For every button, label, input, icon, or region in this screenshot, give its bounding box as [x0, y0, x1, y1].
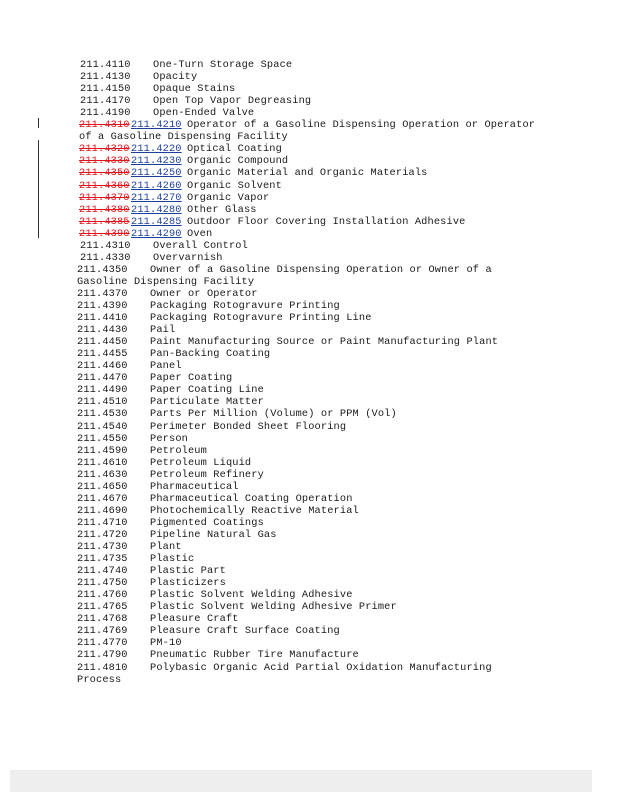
definition-title: Packaging Rotogravure Printing	[150, 300, 340, 312]
entry-row	[77, 577, 617, 589]
inserted-section-number: 211.4210	[131, 119, 182, 132]
definition-title: Petroleum Refinery	[150, 468, 264, 481]
definition-title: Pigmented Coatings	[150, 516, 264, 529]
section-number: 211.4735	[77, 553, 128, 566]
entry-row	[79, 216, 618, 228]
entry-row	[77, 384, 617, 396]
entry-row	[77, 505, 617, 517]
section-number: 211.4460	[77, 360, 128, 373]
entry-row	[77, 601, 617, 613]
section-number: 211.4390	[77, 300, 128, 312]
definition-title: Open Top Vapor Degreasing	[153, 95, 312, 108]
section-number: 211.4330	[80, 251, 131, 264]
section-number: 211.4765	[77, 601, 128, 614]
entry-row	[79, 204, 618, 216]
entry-row	[77, 517, 617, 529]
section-number: 211.4530	[77, 408, 128, 421]
entry-row	[80, 252, 618, 264]
definition-title: Paint Manufacturing Source or Paint Manufacturing Plant	[150, 336, 499, 349]
section-number: 211.4810	[77, 661, 128, 674]
definition-title: Plastic Part	[150, 565, 226, 578]
definition-title: Pleasure Craft Surface Coating	[150, 625, 340, 638]
entry-row	[77, 396, 617, 408]
deleted-section-number: 211.4385	[79, 215, 130, 228]
definition-title: Polybasic Organic Acid Partial Oxidation Manufacturing	[150, 661, 492, 674]
deleted-section-number: 211.4370	[79, 191, 130, 204]
entry-row	[77, 613, 617, 625]
definition-title: Owner or Operator	[150, 287, 258, 300]
section-number: 211.4540	[77, 420, 128, 433]
definition-title: Overall Control	[153, 239, 248, 252]
entry-row	[77, 312, 617, 324]
definition-title: Organic Vapor	[187, 191, 270, 204]
inserted-section-number: 211.4260	[131, 179, 182, 192]
entry-row	[77, 493, 617, 505]
definition-title: Parts Per Million (Volume) or PPM (Vol)	[150, 408, 397, 421]
entry-row	[77, 589, 617, 601]
entry-row	[77, 565, 617, 577]
entry-row	[77, 481, 617, 493]
definition-title: Perimeter Bonded Sheet Flooring	[150, 420, 347, 433]
inserted-section-number: 211.4220	[131, 143, 182, 156]
definition-title: Pail	[150, 324, 176, 337]
definition-title: Petroleum Liquid	[150, 456, 252, 469]
deleted-section-number: 211.4310	[79, 119, 130, 132]
entry-row	[77, 348, 617, 360]
section-number: 211.4768	[77, 613, 128, 626]
section-number: 211.4430	[77, 324, 128, 337]
definition-title: Pipeline Natural Gas	[150, 528, 277, 541]
section-number: 211.4630	[77, 468, 128, 481]
entry-row	[79, 192, 618, 204]
entry-row	[77, 336, 617, 348]
entry-row	[77, 445, 617, 457]
entry-row	[77, 649, 617, 661]
definition-title: Plastic Solvent Welding Adhesive	[150, 589, 353, 602]
definition-title: Particulate Matter	[150, 396, 264, 409]
definition-title: Plasticizers	[150, 577, 226, 590]
definition-title: Plant	[150, 541, 182, 553]
section-number: 211.4350	[77, 263, 128, 276]
entry-row	[80, 71, 618, 83]
inserted-section-number: 211.4270	[131, 191, 182, 204]
inserted-section-number: 211.4280	[131, 203, 182, 216]
definition-title: Organic Solvent	[187, 179, 282, 192]
section-number: 211.4410	[77, 312, 128, 325]
entry-row	[77, 433, 617, 445]
entry-row	[77, 469, 617, 481]
entry-row	[77, 637, 617, 649]
section-number: 211.4110	[80, 59, 131, 71]
definition-title: Optical Coating	[187, 143, 282, 156]
deleted-section-number: 211.4330	[79, 155, 130, 168]
section-number: 211.4760	[77, 589, 128, 602]
section-number: 211.4720	[77, 528, 128, 541]
definition-title: Other Glass	[187, 203, 257, 216]
section-number: 211.4170	[80, 95, 131, 108]
section-number: 211.4490	[77, 384, 128, 397]
entry-row	[79, 180, 618, 192]
section-number: 211.4455	[77, 348, 128, 361]
definition-title: Organic Compound	[187, 155, 289, 168]
deleted-section-number: 211.4380	[79, 203, 130, 216]
definition-title: Pleasure Craft	[150, 613, 239, 626]
entry-row	[79, 119, 618, 131]
definition-title: Opacity	[153, 71, 198, 84]
definition-title: Photochemically Reactive Material	[150, 504, 359, 517]
section-number: 211.4190	[80, 107, 131, 120]
definition-title: PM-10	[150, 637, 182, 650]
section-number: 211.4770	[77, 637, 128, 650]
entry-row	[77, 300, 617, 312]
definition-title: Owner of a Gasoline Dispensing Operation or Owner of a	[150, 263, 492, 276]
section-number: 211.4450	[77, 336, 128, 349]
section-number: 211.4150	[80, 83, 131, 96]
scan-footer-band	[10, 770, 592, 792]
section-number: 211.4610	[77, 456, 128, 469]
revision-bar	[38, 140, 39, 238]
definition-title: Plastic	[150, 553, 195, 566]
definition-title: Organic Material and Organic Materials	[187, 167, 428, 180]
definition-title: Operator of a Gasoline Dispensing Operation or Operator	[187, 119, 536, 132]
section-number: 211.4740	[77, 565, 128, 578]
inserted-section-number: 211.4285	[131, 215, 182, 228]
entry-row	[77, 553, 617, 565]
section-number: 211.4769	[77, 625, 128, 638]
section-number: 211.4470	[77, 372, 128, 385]
entry-row	[80, 95, 618, 107]
section-number: 211.4370	[77, 287, 128, 300]
section-number: 211.4510	[77, 396, 128, 409]
entry-row	[77, 360, 617, 372]
entry-row	[77, 457, 617, 469]
section-number: 211.4790	[77, 649, 128, 662]
entry-row	[80, 107, 618, 119]
entry-row	[79, 228, 618, 240]
entry-row	[77, 529, 617, 541]
section-number: 211.4690	[77, 504, 128, 517]
definition-title: Petroleum	[150, 444, 207, 457]
section-number: 211.4730	[77, 541, 128, 553]
definition-title: Pan-Backing Coating	[150, 348, 271, 361]
entry-row	[79, 167, 618, 179]
entry-row	[80, 240, 618, 252]
definition-title: Oven	[187, 227, 213, 240]
section-number: 211.4650	[77, 480, 128, 493]
definition-title: Outdoor Floor Covering Installation Adhesive	[187, 215, 466, 228]
definition-title: Pharmaceutical Coating Operation	[150, 492, 353, 505]
entry-row	[80, 83, 618, 95]
entry-row	[77, 625, 617, 637]
section-number: 211.4130	[80, 71, 131, 84]
deleted-section-number: 211.4390	[79, 227, 130, 240]
definition-title: Pharmaceutical	[150, 480, 239, 493]
definition-title: Open-Ended Valve	[153, 107, 255, 120]
definition-title: Plastic Solvent Welding Adhesive Primer	[150, 601, 397, 614]
entry-row	[77, 324, 617, 336]
definition-title: Pneumatic Rubber Tire Manufacture	[150, 649, 359, 662]
entry-row	[77, 662, 617, 674]
entry-row	[79, 143, 618, 155]
section-number: 211.4710	[77, 516, 128, 529]
definition-title: Overvarnish	[153, 251, 223, 264]
definition-title: Person	[150, 432, 188, 445]
definition-title: Panel	[150, 360, 182, 373]
deleted-section-number: 211.4360	[79, 179, 130, 192]
revision-bar	[38, 118, 39, 128]
section-number: 211.4750	[77, 577, 128, 590]
definition-title: Paper Coating	[150, 372, 233, 385]
entry-row	[77, 541, 617, 553]
deleted-section-number: 211.4350	[79, 167, 130, 180]
inserted-section-number: 211.4250	[131, 167, 182, 180]
inserted-section-number: 211.4230	[131, 155, 182, 168]
entry-row	[77, 408, 617, 420]
entry-row	[80, 59, 618, 71]
inserted-section-number: 211.4290	[131, 227, 182, 240]
definition-title: Opaque Stains	[153, 83, 236, 96]
definition-title: Packaging Rotogravure Printing Line	[150, 312, 372, 325]
section-number: 211.4310	[80, 239, 131, 252]
section-number: 211.4550	[77, 432, 128, 445]
definition-title-continuation: Gasoline Dispensing Facility	[77, 275, 255, 288]
definition-title-continuation: Process	[77, 673, 122, 686]
entry-row	[77, 264, 617, 276]
entry-row	[77, 288, 617, 300]
deleted-section-number: 211.4320	[79, 143, 130, 156]
entry-row	[79, 155, 618, 167]
section-number: 211.4590	[77, 444, 128, 457]
entry-row	[77, 421, 617, 433]
section-number: 211.4670	[77, 492, 128, 505]
definition-title-continuation: of a Gasoline Dispensing Facility	[79, 131, 288, 144]
entry-row	[77, 372, 617, 384]
definition-title: One-Turn Storage Space	[153, 59, 293, 71]
definition-title: Paper Coating Line	[150, 384, 264, 397]
